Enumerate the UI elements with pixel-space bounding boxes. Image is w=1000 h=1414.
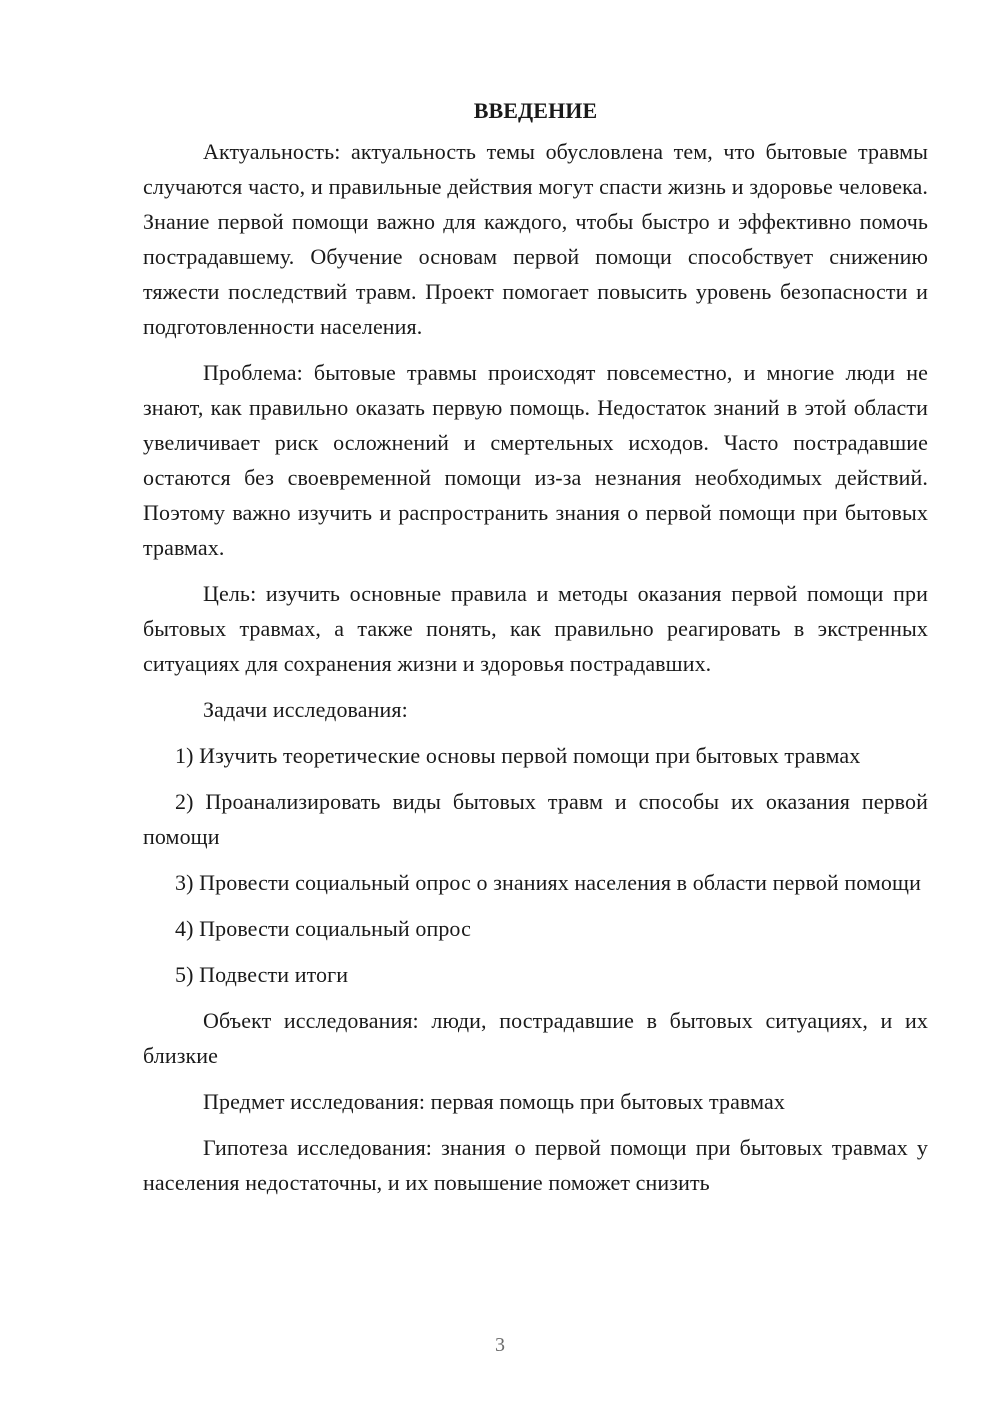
goal-paragraph: Цель: изучить основные правила и методы оказания первой помощи при бытовых травмах, а также понять, как правильно реагировать в экстренных ситуациях для сохранения жизни и здоровья пострадавших. [143, 581, 928, 676]
task-item-2: 2) Проанализировать виды бытовых травм и способы их оказания первой помощи [143, 789, 928, 849]
subject-paragraph: Предмет исследования: первая помощь при бытовых травмах [203, 1089, 785, 1114]
relevance-paragraph: Актуальность: актуальность темы обусловлена тем, что бытовые травмы случаются часто, и правильные действия могут спасти жизнь и здоровье человека. Знание первой помощи важно для каждого, чтобы быстро и эффективно помочь пострадавшему. Обучение основам первой помощи способствует снижению тяжести последствий травм. Проект помогает повысить уровень безопасности и подготовленности населения. [143, 139, 928, 339]
hypothesis-paragraph: Гипотеза исследования: знания о первой помощи при бытовых травмах у населения недостаточны, и их повышение поможет снизить [143, 1135, 928, 1195]
object-paragraph: Объект исследования: люди, пострадавшие в бытовых ситуациях, и их близкие [143, 1008, 928, 1068]
task-item-3: 3) Провести социальный опрос о знаниях населения в области первой помощи [175, 870, 921, 895]
problem-paragraph: Проблема: бытовые травмы происходят повсеместно, и многие люди не знают, как правильно оказать первую помощь. Недостаток знаний в этой области увеличивает риск осложнений и смертельных исходов. Часто пострадавшие остаются без своевременной помощи из-за незнания необходимых действий. Поэтому важно изучить и распространить знания о первой помощи при бытовых травмах. [143, 360, 928, 560]
tasks-heading: Задачи исследования: [203, 697, 408, 722]
task-item-5: 5) Подвести итоги [175, 962, 349, 987]
section-title: ВВЕДЕНИЕ [473, 98, 598, 123]
document-page [143, 96, 928, 1211]
task-item-4: 4) Провести социальный опрос [175, 916, 471, 941]
task-item-1: 1) Изучить теоретические основы первой помощи при бытовых травмах [175, 743, 861, 768]
page-number: 3 [495, 1334, 505, 1356]
